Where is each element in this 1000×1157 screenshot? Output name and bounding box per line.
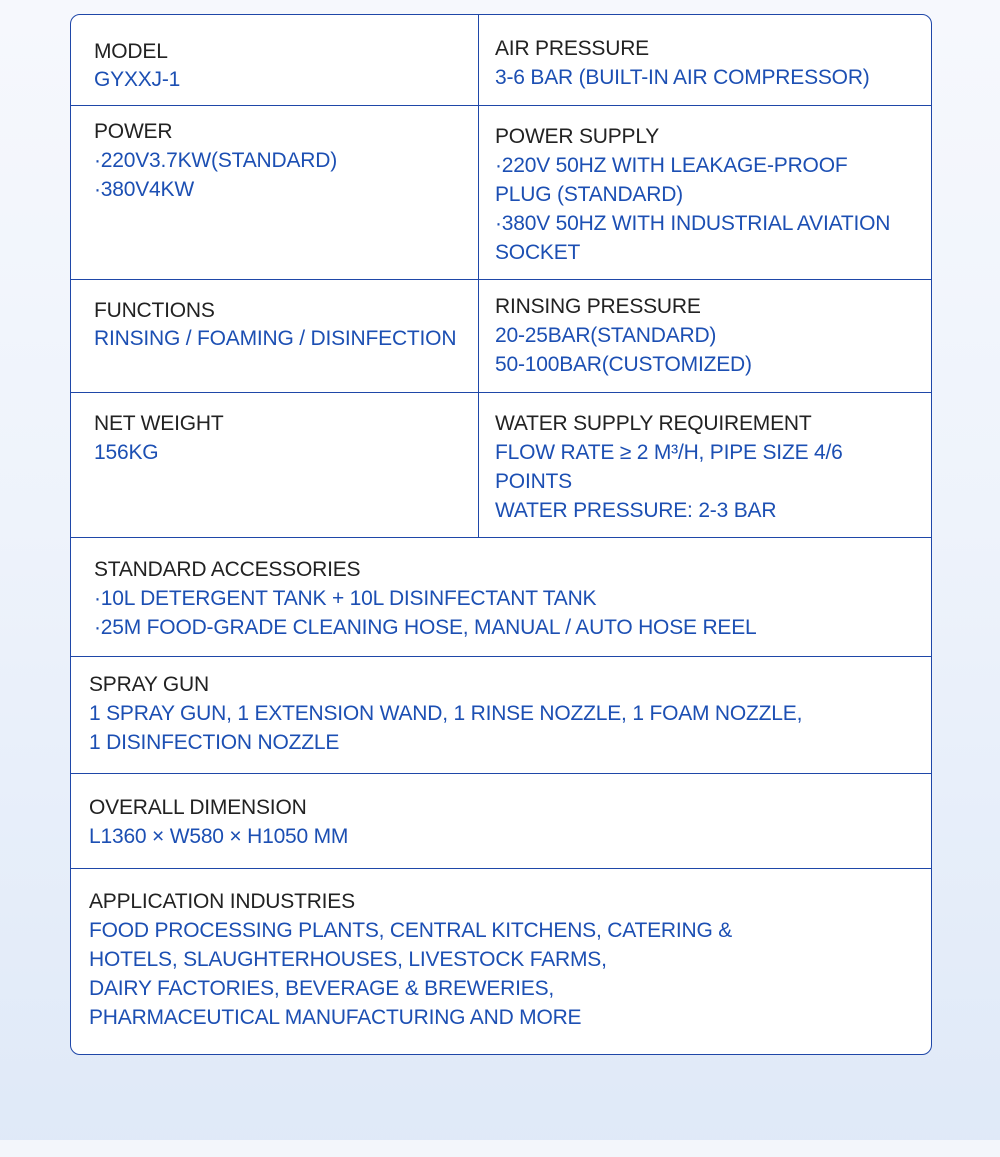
spec-value-water-supply (495, 438, 843, 525)
spec-value-power-supply (495, 151, 890, 267)
spec-cell-application-industries (71, 869, 931, 1055)
spec-value-standard-accessories (94, 584, 757, 642)
spec-row-power (71, 106, 931, 280)
spec-label-functions: FUNCTIONS (94, 299, 215, 322)
spec-value-line: ·10L DETERGENT TANK + 10L DISINFECTANT TANK (94, 587, 597, 610)
spec-row-spray-gun (71, 657, 931, 774)
spec-value-line: HOTELS, SLAUGHTERHOUSES, LIVESTOCK FARMS, (89, 948, 607, 971)
spec-cell-model (71, 15, 479, 105)
spec-value-line: ·25M FOOD-GRADE CLEANING HOSE, MANUAL / AUTO HOSE REEL (94, 616, 757, 639)
spec-label-power: POWER (94, 120, 173, 143)
spec-value-spray-gun (89, 699, 802, 757)
spec-value-line: GYXXJ-1 (94, 68, 181, 91)
spec-label-spray-gun: SPRAY GUN (89, 673, 209, 696)
spec-label-water-supply: WATER SUPPLY REQUIREMENT (495, 412, 812, 435)
spec-cell-standard-accessories (71, 538, 931, 656)
spec-value-line: 50-100BAR(CUSTOMIZED) (495, 353, 752, 376)
spec-value-line: 1 DISINFECTION NOZZLE (89, 731, 340, 754)
spec-label-air-pressure: AIR PRESSURE (495, 37, 649, 60)
spec-label-standard-accessories: STANDARD ACCESSORIES (94, 558, 361, 581)
spec-value-net-weight (94, 438, 158, 467)
spec-label-application-industries: APPLICATION INDUSTRIES (89, 890, 355, 913)
spec-value-line: 156KG (94, 441, 159, 464)
spec-value-line: 20-25BAR(STANDARD) (495, 324, 717, 347)
spec-value-line: FOOD PROCESSING PLANTS, CENTRAL KITCHENS, CATERING & (89, 919, 733, 942)
page-bottom-band (0, 1140, 1000, 1157)
spec-label-net-weight: NET WEIGHT (94, 412, 224, 435)
spec-value-rinsing-pressure (495, 321, 752, 379)
spec-row-functions (71, 280, 931, 393)
spec-label-power-supply: POWER SUPPLY (495, 125, 660, 148)
spec-row-net-weight (71, 393, 931, 538)
spec-label-model: MODEL (94, 40, 168, 63)
spec-value-line: 3-6 BAR (BUILT-IN AIR COMPRESSOR) (495, 66, 870, 89)
spec-cell-water-supply (479, 393, 931, 537)
spec-label-overall-dimension: OVERALL DIMENSION (89, 796, 307, 819)
spec-row-standard-accessories (71, 538, 931, 657)
spec-value-application-industries (89, 916, 732, 1032)
spec-cell-overall-dimension (71, 774, 931, 868)
spec-value-air-pressure (495, 63, 870, 92)
spec-value-line: L1360 × W580 × H1050 MM (89, 825, 349, 848)
spec-cell-functions (71, 280, 479, 392)
spec-value-line: POINTS (495, 470, 572, 493)
spec-row-overall-dimension (71, 774, 931, 869)
spec-cell-net-weight (71, 393, 479, 537)
spec-label-rinsing-pressure: RINSING PRESSURE (495, 295, 701, 318)
spec-value-line: ·220V3.7KW(STANDARD) (94, 149, 337, 172)
spec-value-line: ·220V 50HZ WITH LEAKAGE-PROOF (495, 154, 848, 177)
spec-value-line: SOCKET (495, 241, 581, 264)
spec-value-line: RINSING / FOAMING / DISINFECTION (94, 327, 457, 350)
spec-value-model (94, 65, 180, 94)
spec-value-line: 1 SPRAY GUN, 1 EXTENSION WAND, 1 RINSE NOZZLE, 1 FOAM NOZZLE, (89, 702, 803, 725)
spec-row-application-industries (71, 869, 931, 1055)
spec-value-line: PHARMACEUTICAL MANUFACTURING AND MORE (89, 1006, 582, 1029)
spec-cell-power (71, 106, 479, 279)
spec-cell-power-supply (479, 106, 931, 279)
spec-cell-rinsing-pressure (479, 280, 931, 392)
spec-cell-air-pressure (479, 15, 931, 105)
spec-table (70, 14, 932, 1055)
spec-value-line: WATER PRESSURE: 2-3 BAR (495, 499, 777, 522)
spec-row-model (71, 15, 931, 106)
spec-value-line: ·380V 50HZ WITH INDUSTRIAL AVIATION (495, 212, 891, 235)
spec-value-line: ·380V4KW (94, 178, 194, 201)
spec-value-power (94, 146, 337, 204)
spec-value-functions (94, 324, 456, 353)
spec-value-line: PLUG (STANDARD) (495, 183, 683, 206)
spec-cell-spray-gun (71, 657, 931, 773)
spec-value-overall-dimension (89, 822, 348, 851)
spec-value-line: FLOW RATE ≥ 2 M³/H, PIPE SIZE 4/6 (495, 441, 843, 464)
spec-value-line: DAIRY FACTORIES, BEVERAGE & BREWERIES, (89, 977, 555, 1000)
